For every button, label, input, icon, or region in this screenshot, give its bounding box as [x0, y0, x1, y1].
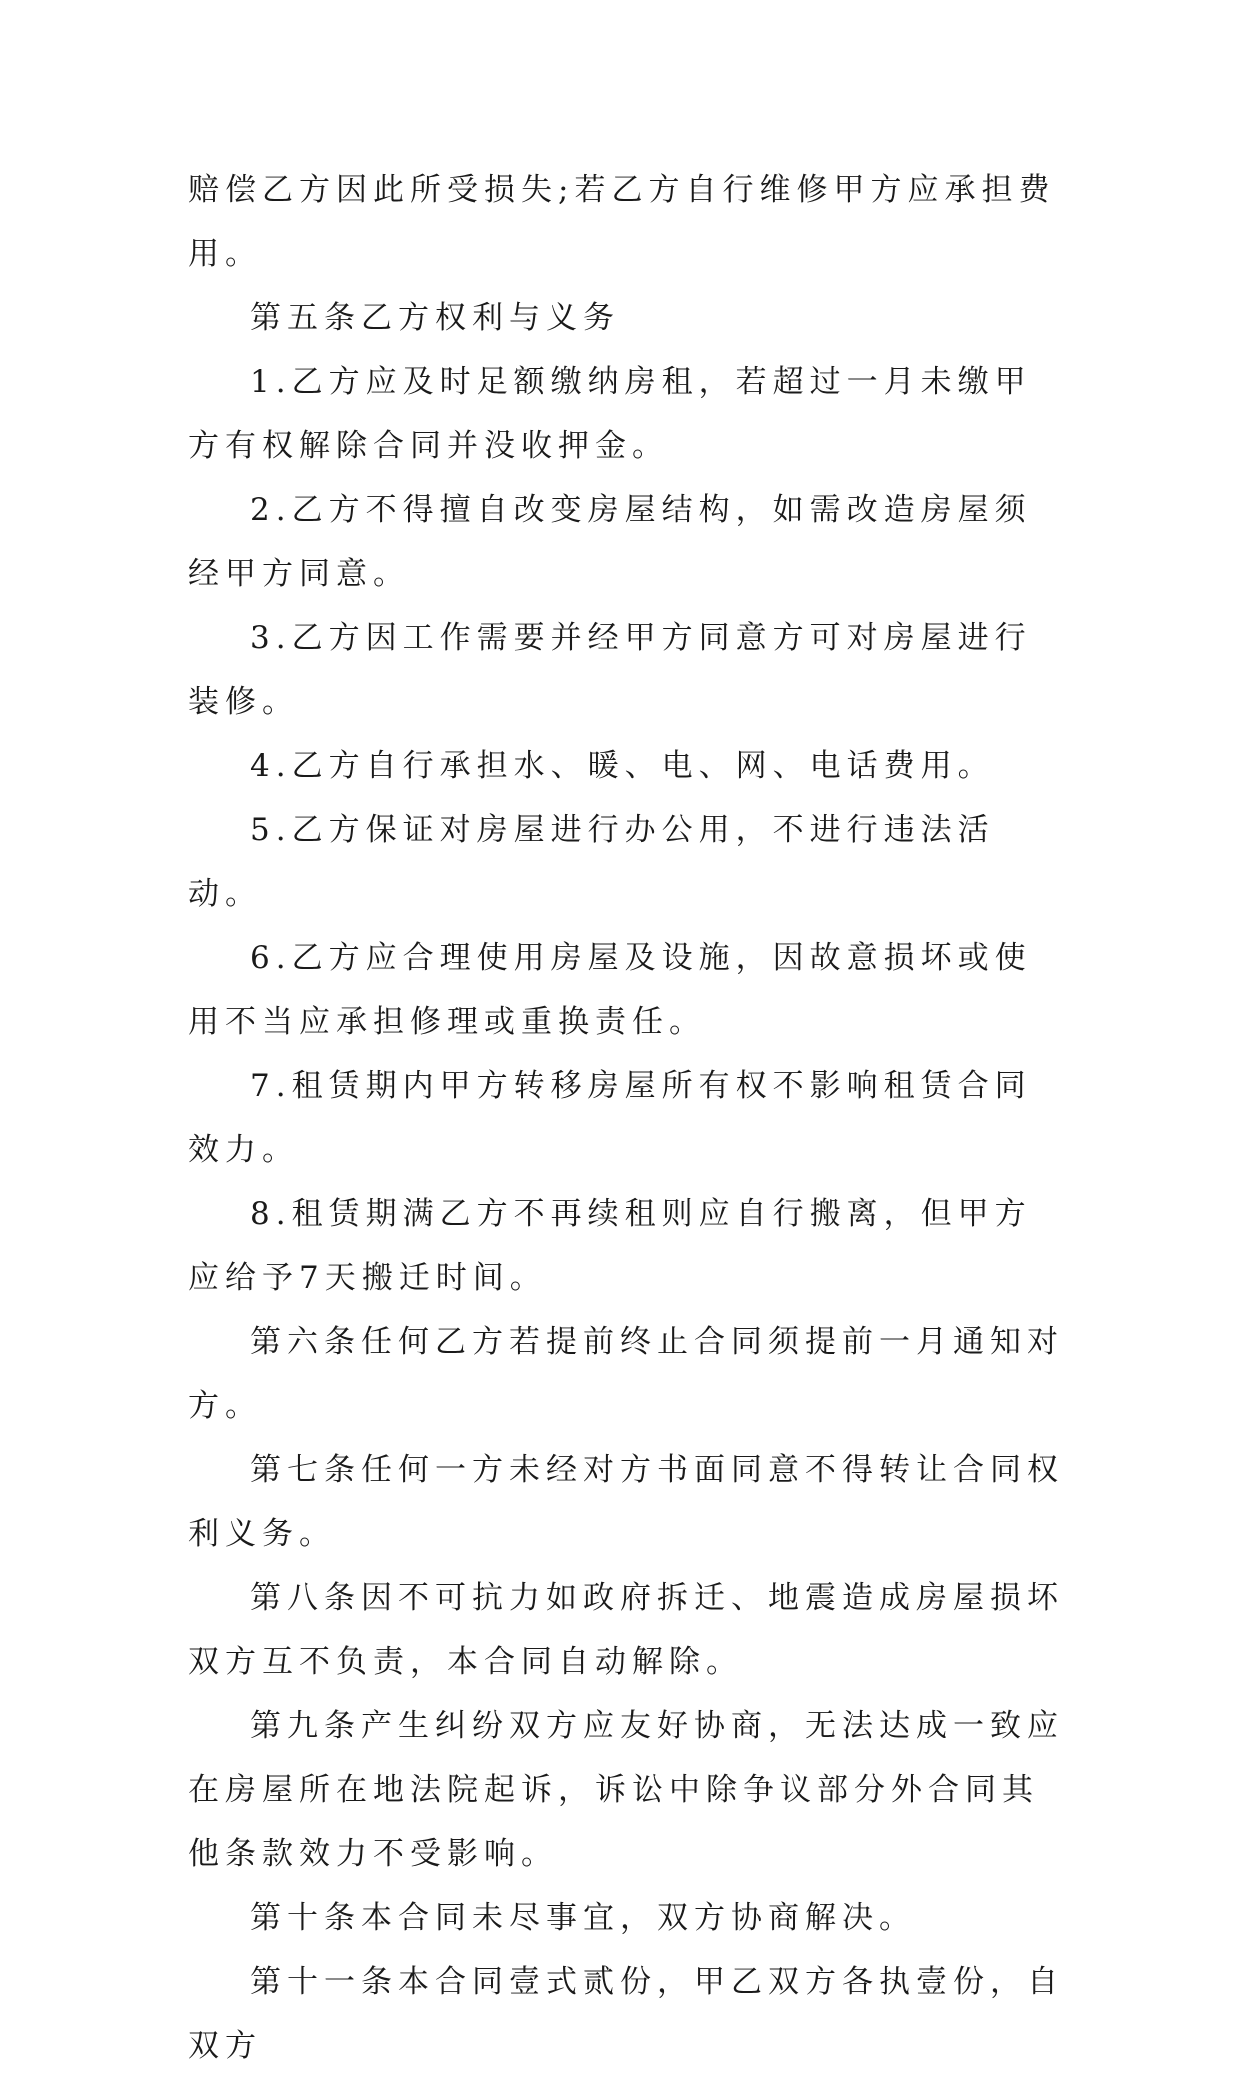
article-11: 第十一条本合同壹式贰份，甲乙双方各执壹份，自双方 [188, 1964, 1064, 2064]
article-8: 第八条因不可抗力如政府拆迁、地震造成房屋损坏双方互不负责，本合同自动解除。 [188, 1580, 1064, 1680]
clause-5-4: 4.乙方自行承担水、暖、电、网、电话费用。 [250, 748, 995, 784]
article-7: 第七条任何一方未经对方书面同意不得转让合同权利义务。 [188, 1452, 1064, 1552]
document-body [188, 158, 1068, 2078]
paragraph-continuation: 赔偿乙方因此所受损失;若乙方自行维修甲方应承担费用。 [188, 172, 1056, 272]
clause-5-8: 8.租赁期满乙方不再续租则应自行搬离，但甲方应给予7天搬迁时间。 [188, 1196, 1032, 1296]
clause-5-7: 7.租赁期内甲方转移房屋所有权不影响租赁合同效力。 [188, 1068, 1032, 1168]
clause-5-1: 1.乙方应及时足额缴纳房租，若超过一月未缴甲方有权解除合同并没收押金。 [188, 364, 1032, 464]
clause-5-6: 6.乙方应合理使用房屋及设施，因故意损坏或使用不当应承担修理或重换责任。 [188, 940, 1032, 1040]
article-9: 第九条产生纠纷双方应友好协商，无法达成一致应在房屋所在地法院起诉，诉讼中除争议部分外合同其他条款效力不受影响。 [188, 1708, 1064, 1872]
clause-5-2: 2.乙方不得擅自改变房屋结构，如需改造房屋须经甲方同意。 [188, 492, 1032, 592]
clause-5-5: 5.乙方保证对房屋进行办公用，不进行违法活动。 [188, 812, 995, 912]
article-6: 第六条任何乙方若提前终止合同须提前一月通知对方。 [188, 1324, 1064, 1424]
article-10: 第十条本合同未尽事宜，双方协商解决。 [250, 1900, 916, 1936]
article-5-heading: 第五条乙方权利与义务 [250, 300, 620, 336]
clause-5-3: 3.乙方因工作需要并经甲方同意方可对房屋进行装修。 [188, 620, 1032, 720]
